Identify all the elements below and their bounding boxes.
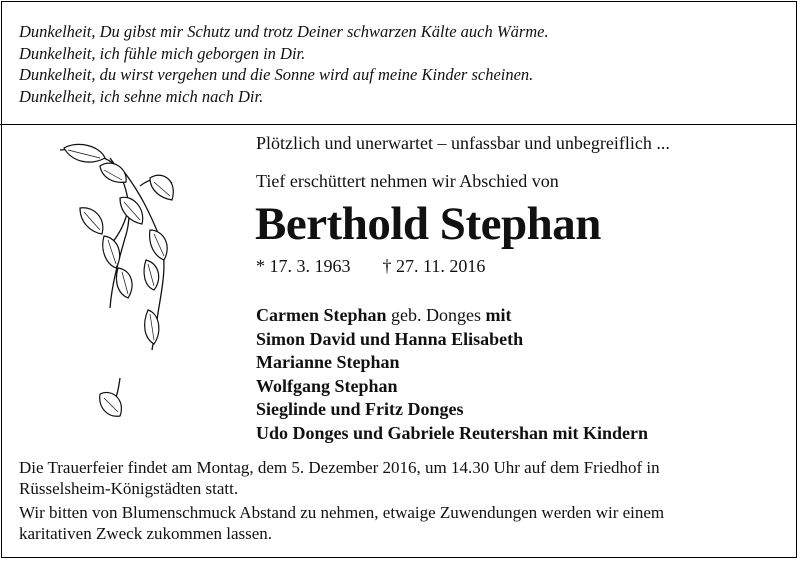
mourner-name: Carmen Stephan — [256, 305, 387, 325]
flowers-line: karitativen Zweck zukommen lassen. — [19, 524, 273, 543]
mourner-line: Wolfgang Stephan — [256, 375, 398, 396]
flowers-line: Wir bitten von Blumenschmuck Abstand zu nehmen, etwaige Zuwendungen werden wir einem — [19, 503, 665, 522]
birch-branch-illustration — [50, 138, 190, 438]
flowers-paragraph — [19, 502, 784, 544]
funeral-paragraph — [19, 457, 784, 499]
mourner-line: Sieglinde und Fritz Donges — [256, 399, 464, 419]
mourner-suffix: mit — [485, 305, 512, 325]
poem-line: Dunkelheit, ich sehne mich nach Dir. — [19, 86, 264, 106]
mourner-line: Udo Donges und Gabriele Reutershan mit Kindern — [256, 422, 649, 443]
mourner-line — [256, 304, 648, 328]
poem — [19, 21, 549, 107]
mourner-line: Simon David und Hanna Elisabeth — [256, 328, 524, 349]
life-dates — [256, 256, 485, 277]
poem-line: Dunkelheit, ich fühle mich geborgen in Dir. — [19, 43, 306, 63]
funeral-line: Rüsselsheim-Königstädten statt. — [19, 479, 239, 498]
deceased-name: Berthold Stephan — [255, 198, 601, 250]
divider — [0, 124, 796, 125]
farewell-text: Tief erschüttert nehmen wir Abschied von — [256, 171, 559, 191]
mourners-list — [256, 304, 648, 445]
mourner-note: geb. Donges — [386, 305, 486, 325]
poem-line: Dunkelheit, du wirst vergehen und die Sonne wird auf meine Kinder scheinen. — [19, 65, 534, 84]
funeral-notice — [19, 457, 784, 547]
mourner-line: Marianne Stephan — [256, 352, 400, 372]
death-date: † 27. 11. 2016 — [382, 256, 486, 276]
funeral-line: Die Trauerfeier findet am Montag, dem 5. Dezember 2016, um 14.30 Uhr auf dem Friedhof in — [19, 458, 660, 477]
intro-text: Plötzlich und unerwartet – unfassbar und unbegreiflich ... — [256, 133, 670, 153]
poem-line: Dunkelheit, Du gibst mir Schutz und trotz Deiner schwarzen Kälte auch Wärme. — [19, 22, 549, 41]
birth-date: * 17. 3. 1963 — [256, 256, 351, 276]
